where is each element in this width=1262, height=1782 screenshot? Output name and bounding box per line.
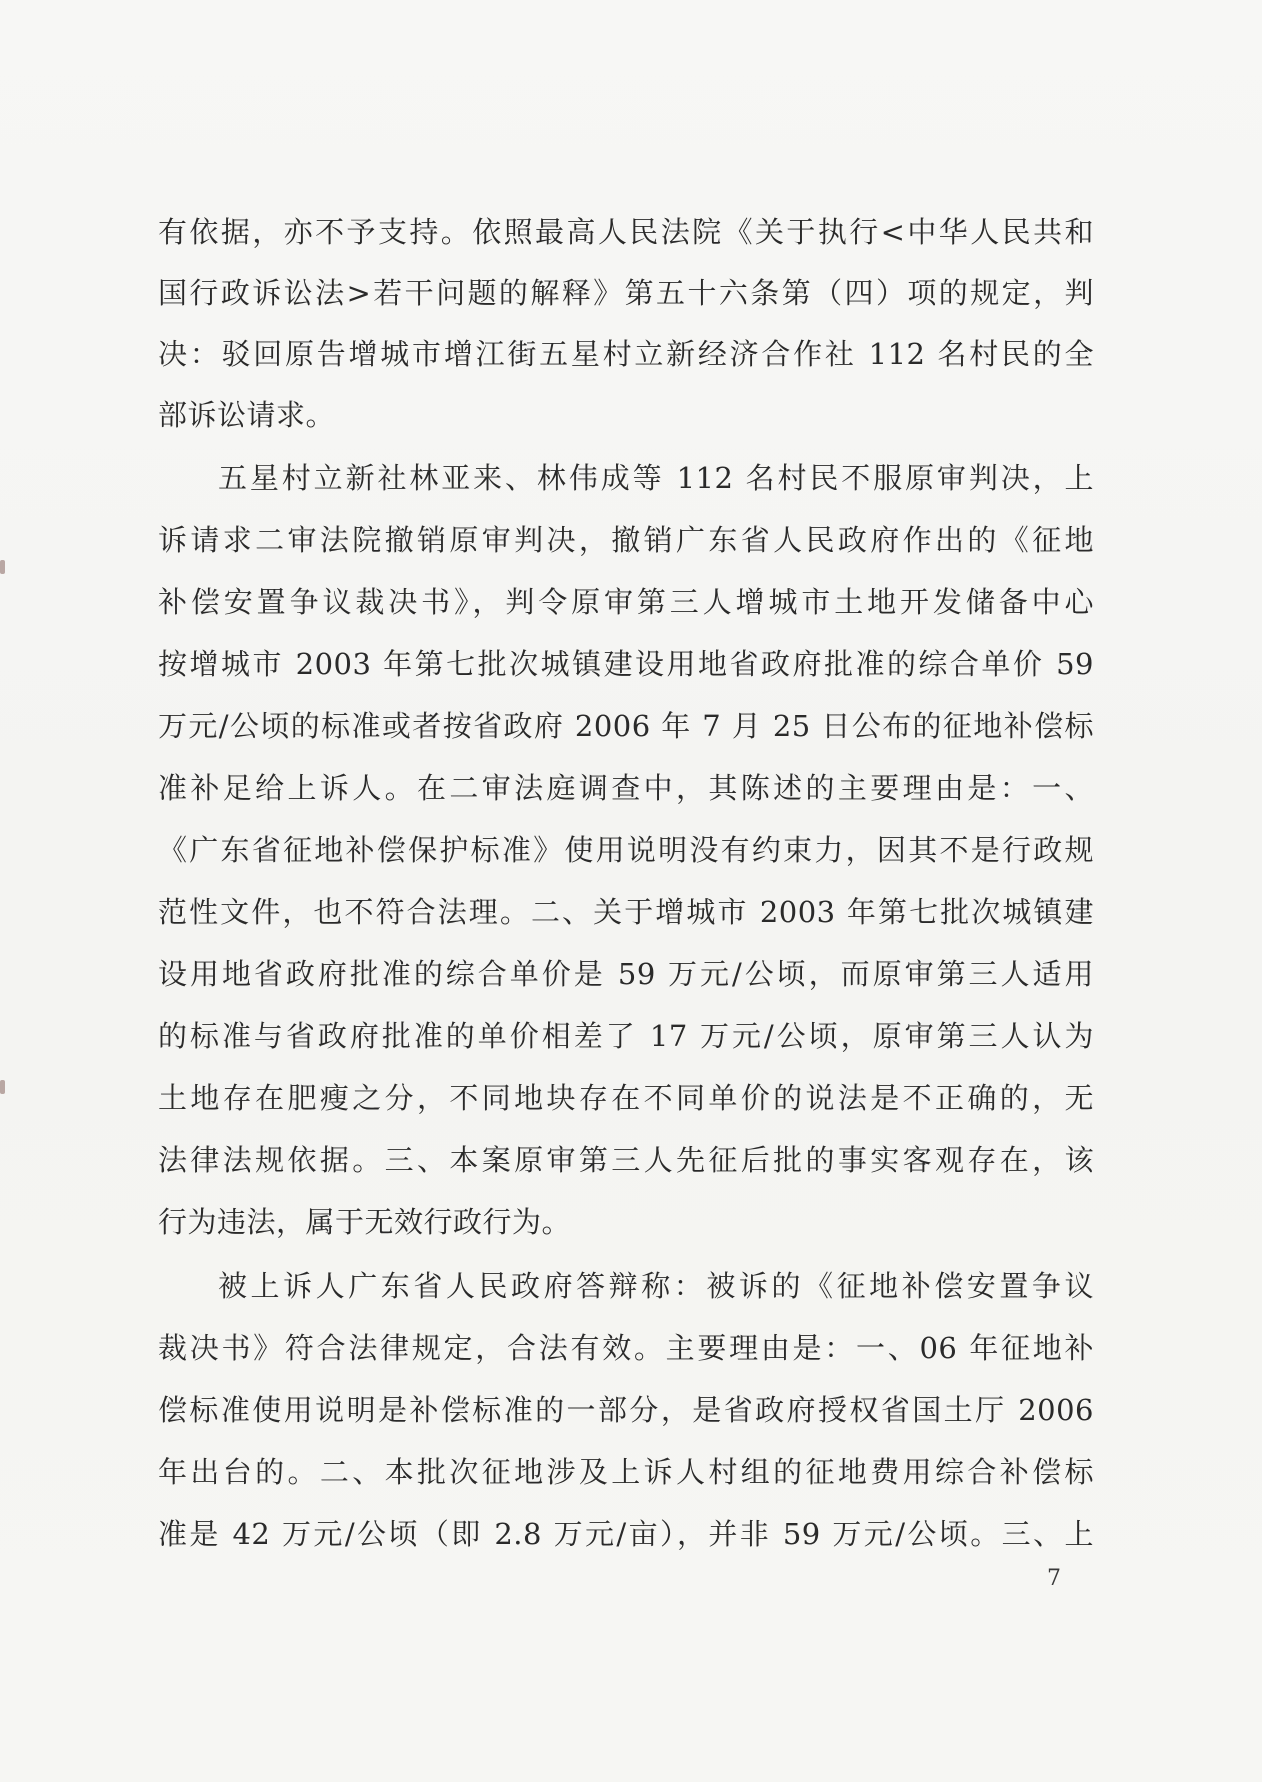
text-line: 准补足给上诉人。在二审法庭调查中，其陈述的主要理由是：一、 (158, 771, 1094, 805)
text-line: 诉请求二审法院撤销原审判决，撤销广东省人民政府作出的《征地 (158, 523, 1094, 557)
text-line: 范性文件，也不符合法理。二、关于增城市 2003 年第七批次城镇建 (158, 895, 1094, 929)
text-line: 决：驳回原告增城市增江街五星村立新经济合作社 112 名村民的全 (158, 337, 1094, 371)
text-line: 年出台的。二、本批次征地涉及上诉人村组的征地费用综合补偿标 (158, 1455, 1094, 1489)
text-line: 准是 42 万元/公顷（即 2.8 万元/亩），并非 59 万元/公顷。三、上 (158, 1517, 1094, 1551)
text-line: 按增城市 2003 年第七批次城镇建设用地省政府批准的综合单价 59 (158, 647, 1094, 681)
margin-mark (0, 1080, 5, 1094)
text-line: 补偿安置争议裁决书》，判令原审第三人增城市土地开发储备中心 (158, 585, 1094, 619)
text-line: 部诉讼请求。 (158, 398, 336, 432)
text-line: 行为违法，属于无效行政行为。 (158, 1205, 572, 1239)
margin-mark (0, 560, 5, 574)
text-line: 有依据，亦不予支持。依照最高人民法院《关于执行<中华人民共和 (158, 215, 1094, 249)
page-number: 7 (1047, 1566, 1061, 1591)
text-line: 偿标准使用说明是补偿标准的一部分，是省政府授权省国土厅 2006 (158, 1393, 1094, 1427)
text-line: 国行政诉讼法>若干问题的解释》第五十六条第（四）项的规定，判 (158, 276, 1094, 310)
text-line: 裁决书》符合法律规定，合法有效。主要理由是：一、06 年征地补 (158, 1331, 1094, 1365)
text-line: 土地存在肥瘦之分，不同地块存在不同单价的说法是不正确的，无 (158, 1081, 1094, 1115)
text-line: 的标准与省政府批准的单价相差了 17 万元/公顷，原审第三人认为 (158, 1019, 1094, 1053)
paragraph-start-line: 五星村立新社林亚来、林伟成等 112 名村民不服原审判决，上 (218, 461, 1094, 495)
text-line: 法律法规依据。三、本案原审第三人先征后批的事实客观存在，该 (158, 1143, 1094, 1177)
text-line: 《广东省征地补偿保护标准》使用说明没有约束力，因其不是行政规 (158, 833, 1094, 867)
text-line: 万元/公顷的标准或者按省政府 2006 年 7 月 25 日公布的征地补偿标 (158, 709, 1094, 743)
text-line: 设用地省政府批准的综合单价是 59 万元/公顷，而原审第三人适用 (158, 957, 1094, 991)
paragraph-start-line: 被上诉人广东省人民政府答辩称：被诉的《征地补偿安置争议 (218, 1269, 1094, 1303)
